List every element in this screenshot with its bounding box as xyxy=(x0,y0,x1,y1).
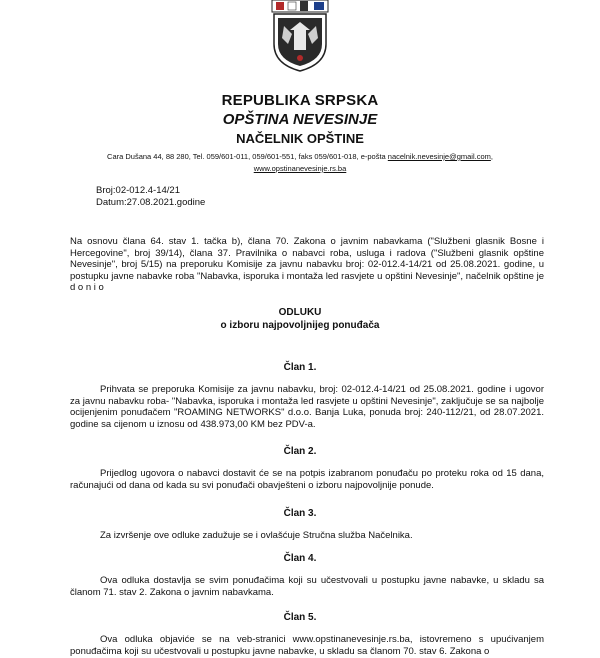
article-4-text: Ova odluka dostavlja se svim ponuđačima koji su učestvovali u postupku javne nabavke, u skladu sa članom 71. stav 2. Zakona o javnim nabavkama. xyxy=(70,575,544,598)
article-1-heading: Član 1. xyxy=(283,362,317,373)
article-4-heading: Član 4. xyxy=(283,553,317,564)
article-2-text: Prijedlog ugovora o nabavci dostavit će se na potpis izabranom ponuđaču po proteku roka od 15 dana, računajući od dana od kada su svi ponuđači obavješteni o izboru najpovoljnije ponude. xyxy=(70,468,544,491)
document-date: Datum:27.08.2021.godine xyxy=(96,197,206,208)
republic-heading: REPUBLIKA SRPSKA xyxy=(221,92,379,109)
contact-address: Cara Dušana 44, 88 280, Tel. 059/601-011, 059/601-551, faks 059/601-018, e-pošta xyxy=(107,152,388,161)
website-link[interactable]: www.opstinanevesinje.rs.ba xyxy=(253,164,347,173)
intro-paragraph: Na osnovu člana 64. stav 1. tačka b), člana 70. Zakona o javnim nabavkama ("Službeni glasnik Bosne i Hercegovine", broj 39/14), člana 37. Pravilnika o nabavci roba, usluga i radova ("Službeni glasnik opštine Nevesinje", broj 5/15) na preporuku Komisije za javnu nabavku broj: 02-012.4-14/21 od 25.08.2021. godine, u postupku javne nabavke roba "Nabavka, isporuka i montaža led rasvjete u opštini Nevesinje", načelnik opštine je d o n i o xyxy=(70,236,544,293)
website-line xyxy=(0,164,600,173)
email-link[interactable]: nacelnik.nevesinje@gmail.com xyxy=(387,152,491,161)
article-5-heading: Član 5. xyxy=(283,612,317,623)
decision-subtitle: o izboru najpovoljnijeg ponuđača xyxy=(220,320,380,331)
decision-title: ODLUKU xyxy=(278,307,322,318)
contact-line xyxy=(0,152,600,161)
article-1-text: Prihvata se preporuka Komisije za javnu nabavku, broj: 02-012.4-14/21 od 25.08.2021. godine i ugovor za javnu nabavku roba- "Nabavka, isporuka i montaža led rasvjete u opštini Nevesinje", zaključuje se sa najbolje ocijenjenim ponuđačem "ROAMING NETWORKS" d.o.o. Banja Luka, ponuda broj: 240-112/21, od 28.07.2021. godine sa cijenom u iznosu od 438.973,00 KM bez PDV-a. xyxy=(70,384,544,430)
office-heading: NAČELNIK OPŠTINE xyxy=(236,131,364,146)
article-3-heading: Član 3. xyxy=(283,508,317,519)
article-3-text: Za izvršenje ove odluke zadužuje se i ovlašćuje Stručna služba Načelnika. xyxy=(100,530,413,541)
contact-suffix: , xyxy=(490,152,493,161)
article-2-heading: Član 2. xyxy=(283,446,317,457)
municipal-coat-of-arms-icon xyxy=(270,0,330,72)
municipality-heading: OPŠTINA NEVESINJE xyxy=(222,111,378,128)
document-number: Broj:02-012.4-14/21 xyxy=(96,185,180,196)
article-5-text: Ova odluka objaviće se na veb-stranici www.opstinanevesinje.rs.ba, istovremeno s upućivanjem ponuđačima koji su učestvovali u postupku javne nabavke, u skladu sa članom 70. stav 6. Zakona o xyxy=(70,634,544,657)
